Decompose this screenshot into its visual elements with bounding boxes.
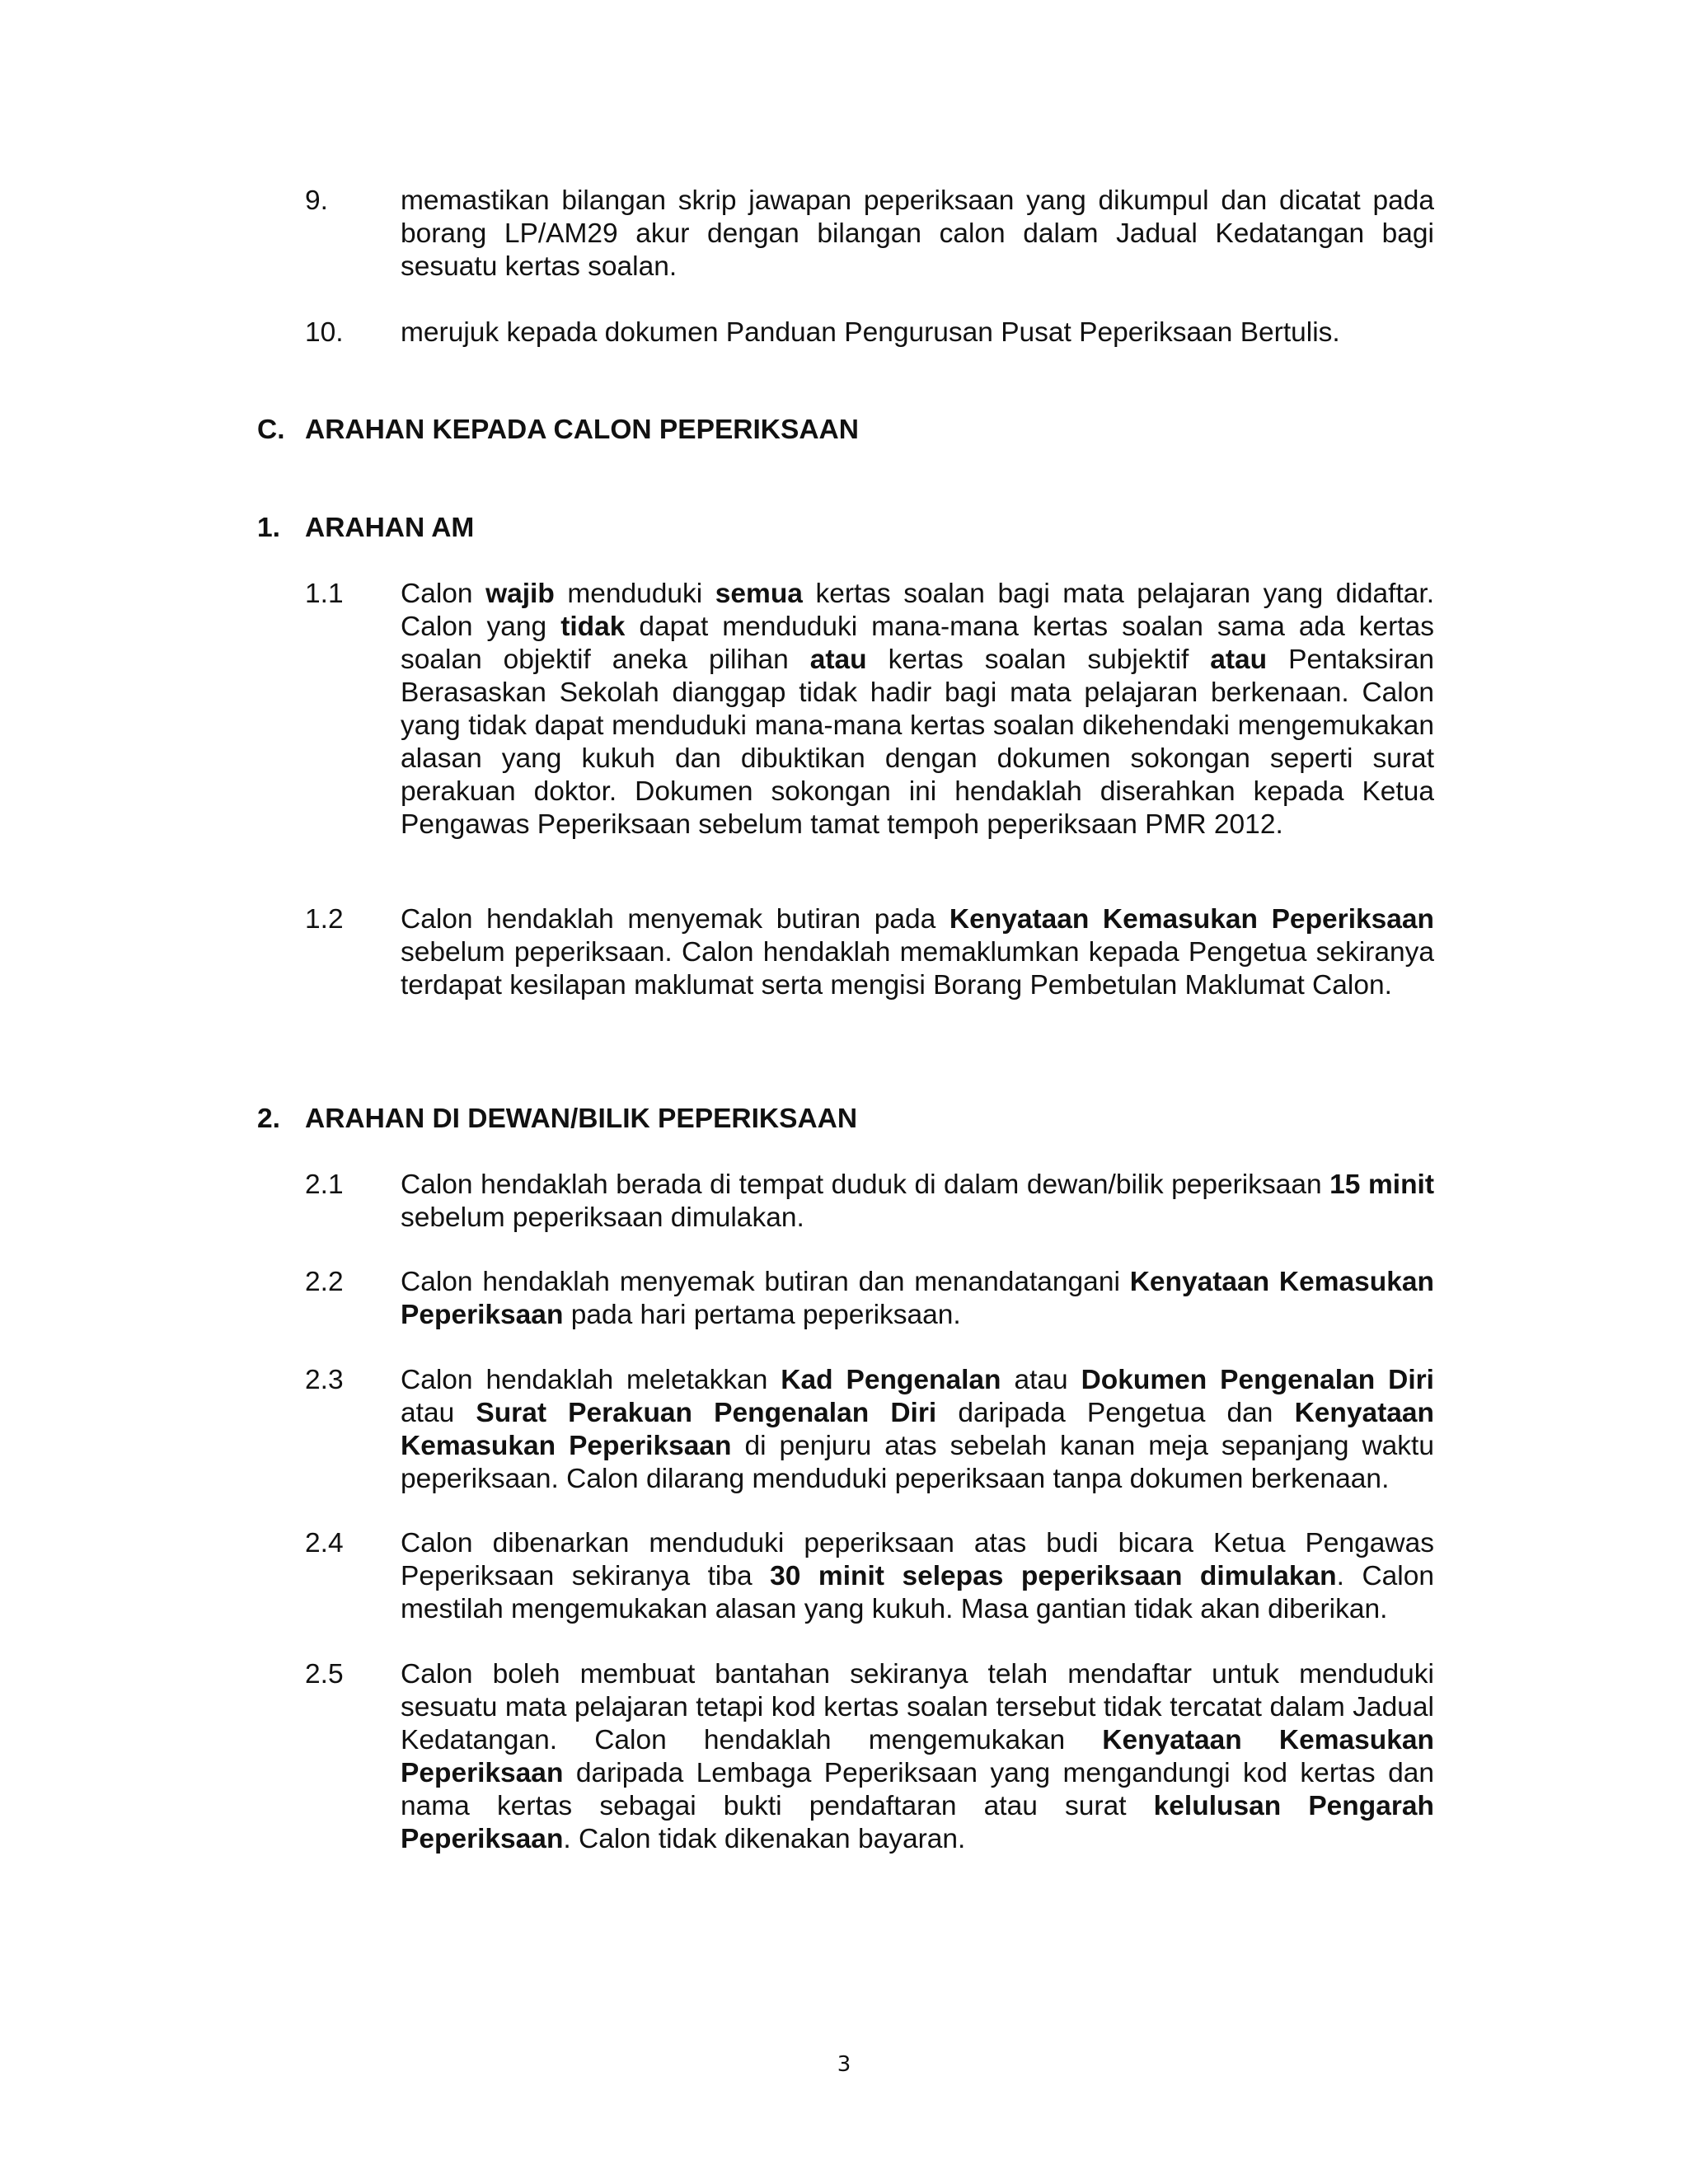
bold-run: Dokumen Pengenalan Diri xyxy=(1081,1365,1434,1395)
text-run: Calon dibenarkan menduduki peperiksaan atas budi bicara Ketua Pengawas Peperiksaan sekiranya tiba xyxy=(401,1528,1434,1591)
bold-run: Surat Perakuan Pengenalan Diri xyxy=(476,1398,937,1428)
bold-run: 30 minit selepas peperiksaan dimulakan xyxy=(770,1561,1337,1591)
paragraph-2-2 xyxy=(0,1266,1688,1332)
paragraph-1-2 xyxy=(0,903,1688,1035)
text-run: kertas soalan bagi mata pelajaran yang didaftar. Calon yang xyxy=(401,579,1435,642)
text-run: di penjuru atas sebelah kanan meja sepanjang waktu peperiksaan. Calon dilarang menduduki peperiksaan tanpa dokumen berkenaan. xyxy=(401,1431,1434,1494)
paragraph-text xyxy=(401,1169,1434,1235)
item-text: memastikan bilangan skrip jawapan peperiksaan yang dikumpul dan dicatat pada borang LP/AM29 akur dengan bilangan calon dalam Jadual Kedatangan bagi sesuatu kertas soalan. xyxy=(401,185,1434,282)
section-title: ARAHAN DI DEWAN/BILIK PEPERIKSAAN xyxy=(305,1104,858,1134)
bold-run: Kenyataan Kemasukan Peperiksaan xyxy=(401,1398,1435,1461)
bold-run: Kenyataan Kemasukan Peperiksaan xyxy=(401,1725,1434,1788)
section-number: 1. xyxy=(257,513,280,543)
text-run: dapat menduduki mana-mana kertas soalan sama ada kertas soalan objektif aneka pilihan xyxy=(401,612,1434,675)
text-run: Calon hendaklah meletakkan xyxy=(401,1365,781,1395)
item-number: 9. xyxy=(305,185,328,216)
paragraph-number: 2.1 xyxy=(305,1169,344,1200)
bold-run: semua xyxy=(715,579,803,609)
paragraph-text xyxy=(401,1527,1434,1626)
text-run: pada hari pertama peperiksaan. xyxy=(563,1300,961,1330)
text-run: Calon hendaklah menyemak butiran dan menandatangani xyxy=(401,1267,1130,1297)
section-number: C. xyxy=(257,415,285,445)
section-c-heading xyxy=(0,414,1688,447)
bold-run: Kad Pengenalan xyxy=(781,1365,1001,1395)
paragraph-number: 2.5 xyxy=(305,1659,344,1690)
paragraph-1-1 xyxy=(0,578,1688,874)
text-run: Pentaksiran Berasaskan Sekolah dianggap tidak hadir bagi mata pelajaran berkenaan. Calon yang tidak dapat menduduki mana-mana kertas soalan dikehendaki mengemukakan alasan yang kukuh dan dibuktikan dengan dokumen sokongan seperti surat perakuan doktor. Dokumen sokongan ini hendaklah diserahkan kepada Ketua Pengawas Peperiksaan sebelum tamat tempoh peperiksaan PMR 2012. xyxy=(401,644,1435,840)
text-run: Calon boleh membuat bantahan sekiranya telah mendaftar untuk menduduki sesuatu mata pelajaran tetapi kod kertas soalan tersebut tidak tercatat dalam Jadual Kedatangan. Calon hendaklah mengemukakan xyxy=(401,1659,1434,1755)
bold-run: Kenyataan Kemasukan Peperiksaan xyxy=(401,1267,1434,1330)
page-number: 3 xyxy=(837,2052,851,2077)
bold-run: kelulusan Pengarah Peperiksaan xyxy=(401,1791,1434,1854)
text-run: daripada Pengetua dan xyxy=(936,1398,1295,1428)
text-run: atau xyxy=(1001,1365,1081,1395)
paragraph-text xyxy=(401,1658,1434,1856)
paragraph-2-3 xyxy=(0,1364,1688,1496)
text-run: . Calon tidak dikenakan bayaran. xyxy=(563,1824,966,1854)
paragraph-2-4 xyxy=(0,1527,1688,1626)
text-run: Calon hendaklah berada di tempat duduk di dalam dewan/bilik peperiksaan xyxy=(401,1169,1330,1200)
paragraph-2-1 xyxy=(0,1169,1688,1235)
section-number: 2. xyxy=(257,1104,280,1134)
paragraph-text xyxy=(401,578,1434,841)
paragraph-text xyxy=(401,1266,1434,1332)
text-run: kertas soalan subjektif xyxy=(866,644,1211,675)
text-run: Calon hendaklah menyemak butiran pada xyxy=(401,904,950,935)
section-2-heading xyxy=(0,1103,1688,1136)
section-title: ARAHAN KEPADA CALON PEPERIKSAAN xyxy=(305,415,859,445)
text-run: menduduki xyxy=(554,579,715,609)
section-1-heading xyxy=(0,512,1688,545)
bold-run: atau xyxy=(809,644,867,675)
paragraph-number: 1.1 xyxy=(305,579,344,609)
text-run: atau xyxy=(401,1398,476,1428)
paragraph-text xyxy=(401,1364,1434,1496)
text-run: . Calon mestilah mengemukakan alasan yang kukuh. Masa gantian tidak akan diberikan. xyxy=(401,1561,1434,1624)
paragraph-number: 1.2 xyxy=(305,904,344,935)
bold-run: atau xyxy=(1210,644,1268,675)
text-run: Calon xyxy=(401,579,486,609)
paragraph-2-5 xyxy=(0,1658,1688,1856)
bold-run: 15 minit xyxy=(1329,1169,1434,1200)
text-run: sebelum peperiksaan. Calon hendaklah memaklumkan kepada Pengetua sekiranya terdapat kesilapan maklumat serta mengisi Borang Pembetulan Maklumat Calon. xyxy=(401,937,1434,1001)
paragraph-text xyxy=(401,903,1434,1002)
list-item-9 xyxy=(0,185,1688,284)
list-item-10 xyxy=(0,316,1688,349)
item-number: 10. xyxy=(305,317,344,348)
item-text: merujuk kepada dokumen Panduan Pengurusan Pusat Peperiksaan Bertulis. xyxy=(401,317,1340,348)
section-title: ARAHAN AM xyxy=(305,513,475,543)
paragraph-number: 2.2 xyxy=(305,1267,344,1297)
paragraph-number: 2.3 xyxy=(305,1365,344,1395)
bold-run: tidak xyxy=(560,612,626,642)
text-run: daripada Lembaga Peperiksaan yang mengandungi kod kertas dan nama kertas sebagai bukti pendaftaran atau surat xyxy=(401,1758,1434,1821)
paragraph-number: 2.4 xyxy=(305,1528,344,1558)
bold-run: Kenyataan Kemasukan Peperiksaan xyxy=(949,904,1434,935)
text-run: sebelum peperiksaan dimulakan. xyxy=(401,1202,804,1233)
bold-run: wajib xyxy=(485,579,555,609)
